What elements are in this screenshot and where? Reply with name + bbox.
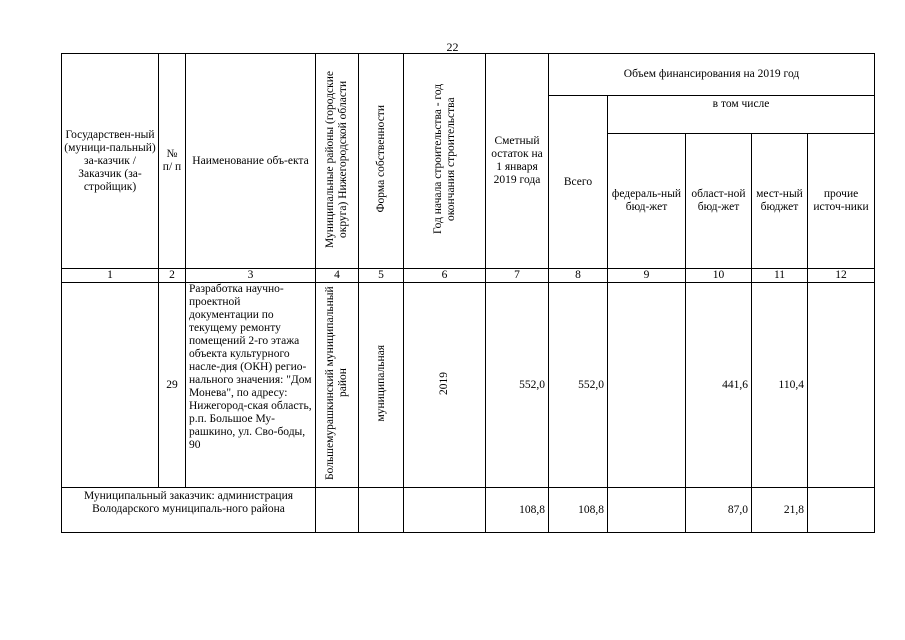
header-customer: Государствен-ный (муници-пальный) за-казчик / Заказчик (за-стройщик) bbox=[62, 54, 159, 269]
column-number: 10 bbox=[686, 269, 752, 283]
row-local: 110,4 bbox=[752, 283, 808, 488]
row-years: 2019 bbox=[438, 371, 450, 395]
summary-row bbox=[62, 488, 875, 533]
row-years-cell bbox=[404, 283, 486, 488]
table-row bbox=[62, 283, 875, 488]
summary-federal bbox=[608, 488, 686, 533]
column-number: 11 bbox=[752, 269, 808, 283]
row-other bbox=[808, 283, 875, 488]
row-number: 29 bbox=[159, 283, 186, 488]
column-number: 2 bbox=[159, 269, 186, 283]
summary-district bbox=[316, 488, 359, 533]
header-object-name: Наименование объ-екта bbox=[186, 54, 316, 269]
summary-regional: 87,0 bbox=[686, 488, 752, 533]
header-balance: Сметный остаток на 1 января 2019 года bbox=[486, 54, 549, 269]
column-number: 9 bbox=[608, 269, 686, 283]
summary-balance: 108,8 bbox=[486, 488, 549, 533]
summary-other bbox=[808, 488, 875, 533]
header-local: мест-ный бюджет bbox=[752, 134, 808, 269]
header-district-cell bbox=[316, 54, 359, 269]
header-federal: федераль-ный бюд-жет bbox=[608, 134, 686, 269]
header-ownership-cell bbox=[359, 54, 404, 269]
summary-years bbox=[404, 488, 486, 533]
header-other: прочие источ-ники bbox=[808, 134, 875, 269]
header-years: Год начала строительства - год окончания строительства bbox=[431, 83, 457, 235]
row-district-cell bbox=[316, 283, 359, 488]
row-balance: 552,0 bbox=[486, 283, 549, 488]
column-number: 3 bbox=[186, 269, 316, 283]
page-number: 22 bbox=[446, 40, 459, 54]
row-federal bbox=[608, 283, 686, 488]
financing-table bbox=[61, 53, 875, 533]
row-total: 552,0 bbox=[549, 283, 608, 488]
header-ownership: Форма собственности bbox=[374, 105, 387, 213]
column-number: 7 bbox=[486, 269, 549, 283]
column-number: 4 bbox=[316, 269, 359, 283]
column-number: 5 bbox=[359, 269, 404, 283]
summary-total: 108,8 bbox=[549, 488, 608, 533]
header-regional: област-ной бюд-жет bbox=[686, 134, 752, 269]
summary-local: 21,8 bbox=[752, 488, 808, 533]
header-district: Муниципальные районы (городские округа) Нижегородской области bbox=[324, 70, 349, 248]
row-regional: 441,6 bbox=[686, 283, 752, 488]
summary-ownership bbox=[359, 488, 404, 533]
row-district: Большемурашкинский муниципальный район bbox=[324, 286, 349, 480]
header-number: № п/ п bbox=[159, 54, 186, 269]
column-number: 1 bbox=[62, 269, 159, 283]
column-number: 12 bbox=[808, 269, 875, 283]
header-total: Всего bbox=[549, 96, 608, 269]
column-number: 8 bbox=[549, 269, 608, 283]
header-financing: Объем финансирования на 2019 год bbox=[549, 54, 875, 96]
header-years-cell bbox=[404, 54, 486, 269]
row-object-name: Разработка научно-проектной документации по текущему ремонту помещений 2-го этажа объекта культурного насле-дия (ОКН) регио-нального значения: "Дом Монева", по адресу: Нижегород-ская область, р.п. Большое Му-рашкино, ул. Сво-боды, 90 bbox=[186, 283, 316, 488]
row-customer bbox=[62, 283, 159, 488]
row-ownership-cell bbox=[359, 283, 404, 488]
header-including: в том числе bbox=[608, 96, 875, 134]
column-number-row bbox=[62, 269, 875, 283]
row-ownership: муниципальная bbox=[374, 344, 387, 422]
column-number: 6 bbox=[404, 269, 486, 283]
summary-label: Муниципальный заказчик: администрация Володарского муниципаль-ного района bbox=[62, 488, 316, 533]
